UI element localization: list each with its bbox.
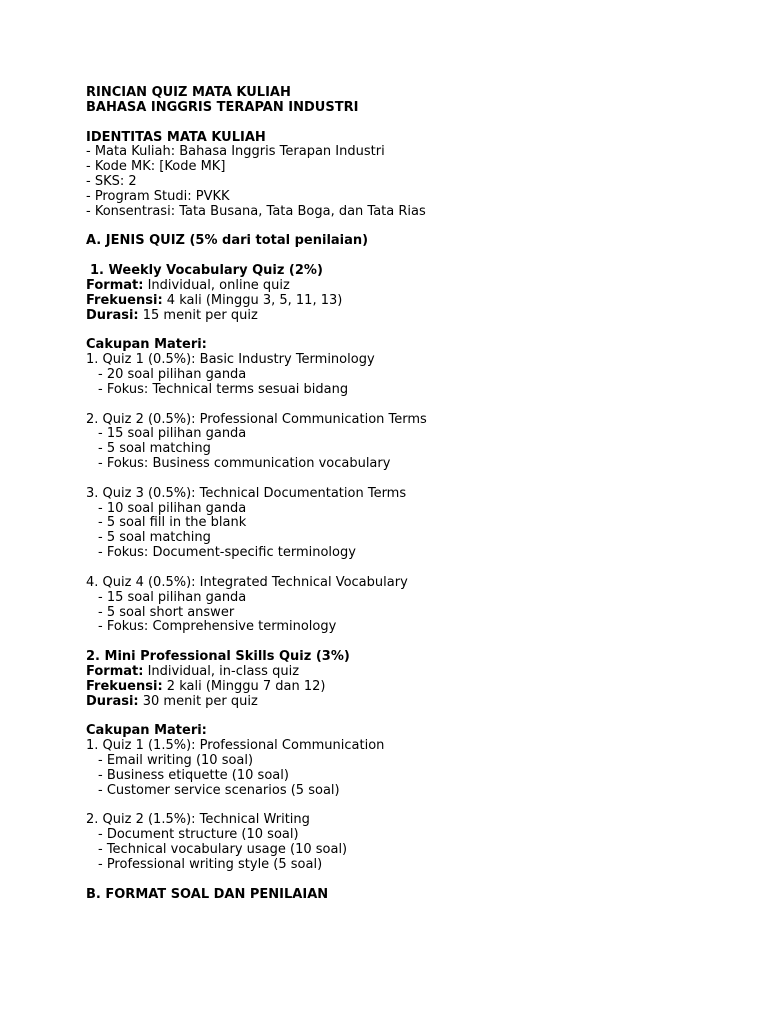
spacer — [86, 472, 726, 487]
quiz1-item-detail: - 15 soal pilihan ganda — [98, 589, 247, 605]
format-label: Format: — [86, 277, 144, 293]
quiz2-item-detail: - Document structure (10 soal) — [98, 827, 299, 843]
identitas-item: - SKS: 2 — [86, 174, 137, 190]
quiz1-item-detail: - 15 soal pilihan ganda — [98, 426, 247, 442]
quiz1-item-detail: - Fokus: Technical terms sesuai bidang — [98, 381, 349, 397]
document-body — [86, 86, 726, 902]
quiz1-item-detail: - 10 soal pilihan ganda — [98, 500, 247, 516]
quiz1-format — [86, 279, 726, 294]
quiz2-item-detail: - Email writing (10 soal) — [98, 752, 254, 768]
quiz1-item-detail: - 5 soal matching — [98, 530, 211, 546]
spacer — [86, 561, 726, 576]
identitas-item: - Konsentrasi: Tata Busana, Tata Boga, dan Tata Rias — [86, 203, 426, 219]
spacer — [86, 709, 726, 724]
section-a-heading: A. JENIS QUIZ (5% dari total penilaian) — [86, 233, 369, 249]
document-title-line-2: BAHASA INGGRIS TERAPAN INDUSTRI — [86, 99, 359, 115]
format-label: Format: — [86, 663, 144, 679]
quiz2-format — [86, 665, 726, 680]
spacer — [86, 398, 726, 413]
durasi-label: Durasi: — [86, 307, 139, 323]
spacer — [86, 324, 726, 339]
spacer — [86, 635, 726, 650]
quiz1-frekuensi — [86, 294, 726, 309]
identitas-heading: IDENTITAS MATA KULIAH — [86, 129, 266, 145]
quiz1-cakupan-heading: Cakupan Materi: — [86, 337, 207, 353]
quiz2-item-detail: - Technical vocabulary usage (10 soal) — [98, 842, 348, 858]
frekuensi-value: 2 kali (Minggu 7 dan 12) — [162, 678, 326, 694]
frekuensi-label: Frekuensi: — [86, 678, 163, 694]
identitas-item: - Kode MK: [Kode MK] — [86, 159, 226, 175]
identitas-item: - Program Studi: PVKK — [86, 188, 230, 204]
quiz1-item-title: 4. Quiz 4 (0.5%): Integrated Technical Vocabulary — [86, 574, 408, 590]
quiz2-item-detail: - Business etiquette (10 soal) — [98, 767, 289, 783]
quiz2-item-title: 1. Quiz 1 (1.5%): Professional Communication — [86, 738, 385, 754]
durasi-value: 15 menit per quiz — [138, 307, 258, 323]
quiz2-item-detail: - Customer service scenarios (5 soal) — [98, 782, 340, 798]
spacer — [86, 220, 726, 235]
quiz2-cakupan-heading: Cakupan Materi: — [86, 723, 207, 739]
quiz1-item-title: 3. Quiz 3 (0.5%): Technical Documentation Terms — [86, 485, 407, 501]
quiz1-item-detail: - 5 soal matching — [98, 441, 211, 457]
quiz1-item-detail: - 5 soal fill in the blank — [98, 515, 247, 531]
spacer — [86, 873, 726, 888]
document-title-line-1: RINCIAN QUIZ MATA KULIAH — [86, 85, 291, 100]
quiz1-item-detail: - Fokus: Comprehensive terminology — [98, 619, 337, 635]
spacer — [86, 249, 726, 264]
frekuensi-label: Frekuensi: — [86, 292, 163, 308]
quiz1-item-detail: - Fokus: Business communication vocabulary — [98, 456, 391, 472]
format-value: Individual, online quiz — [143, 277, 290, 293]
quiz2-item-detail: - Professional writing style (5 soal) — [98, 856, 323, 872]
durasi-value: 30 menit per quiz — [138, 693, 258, 709]
quiz2-frekuensi — [86, 680, 726, 695]
identitas-item: - Mata Kuliah: Bahasa Inggris Terapan Industri — [86, 144, 385, 160]
section-b-heading: B. FORMAT SOAL DAN PENILAIAN — [86, 886, 329, 902]
quiz1-heading: 1. Weekly Vocabulary Quiz (2%) — [90, 263, 323, 279]
frekuensi-value: 4 kali (Minggu 3, 5, 11, 13) — [162, 292, 343, 308]
spacer — [86, 116, 726, 131]
spacer — [86, 799, 726, 814]
quiz1-item-title: 1. Quiz 1 (0.5%): Basic Industry Terminology — [86, 352, 375, 368]
quiz1-item-detail: - 5 soal short answer — [98, 604, 235, 620]
durasi-label: Durasi: — [86, 693, 139, 709]
quiz1-item-title: 2. Quiz 2 (0.5%): Professional Communication Terms — [86, 411, 427, 427]
quiz1-item-detail: - Fokus: Document-specific terminology — [98, 545, 356, 561]
quiz1-durasi — [86, 309, 726, 324]
format-value: Individual, in-class quiz — [143, 663, 300, 679]
quiz2-heading: 2. Mini Professional Skills Quiz (3%) — [86, 649, 350, 665]
quiz2-durasi — [86, 695, 726, 710]
quiz2-item-title: 2. Quiz 2 (1.5%): Technical Writing — [86, 812, 310, 828]
quiz1-item-detail: - 20 soal pilihan ganda — [98, 367, 247, 383]
